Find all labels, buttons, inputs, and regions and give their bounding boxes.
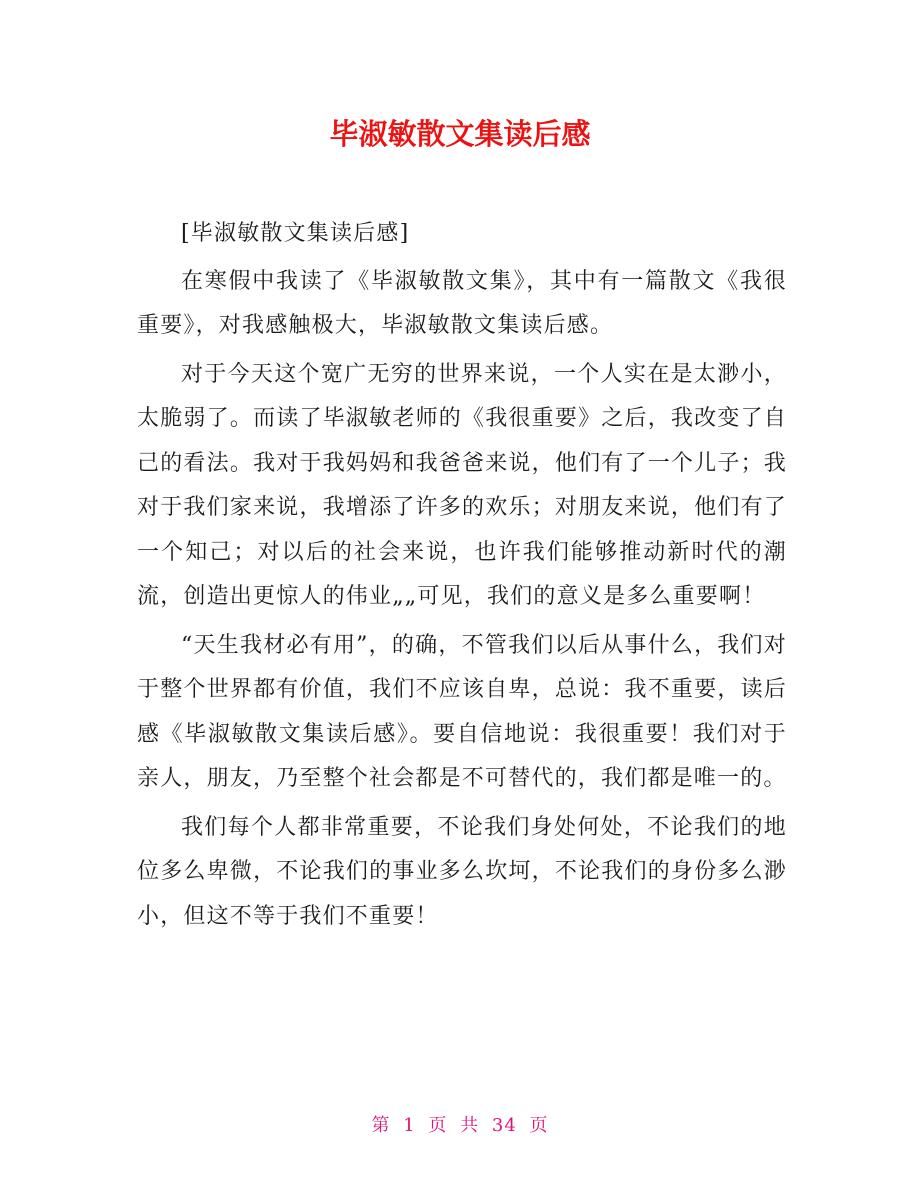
document-title: 毕淑敏散文集读后感 xyxy=(329,117,591,151)
paragraph-3: “天生我材必有用”，的确，不管我们以后从事什么，我们对于整个世界都有价值，我们不应该自卑，总说：我不重要，读后感《毕淑敏散文集读后感》。要自信地说：我很重要！我们对于亲人，朋友，乃至整个社会都是不可替代的，我们都是唯一的。 xyxy=(137,632,787,791)
footer-total-word: 共 xyxy=(460,1115,480,1136)
paragraph-1: 在寒假中我读了《毕淑敏散文集》，其中有一篇散文《我很重要》，对我感触极大，毕淑敏散文集读后感。 xyxy=(137,268,787,338)
footer-page-number: 1 xyxy=(403,1115,416,1136)
paragraph-heading-bracket: [毕淑敏散文集读后感] xyxy=(181,221,410,246)
footer-prefix: 第 xyxy=(371,1115,391,1136)
paragraph-2: 对于今天这个宽广无穷的世界来说，一个人实在是太渺小，太脆弱了。而读了毕淑敏老师的《我很重要》之后，我改变了自己的看法。我对于我妈妈和我爸爸来说，他们有了一个儿子；我对于我们家来说，我增添了许多的欢乐；对朋友来说，他们有了一个知己；对以后的社会来说，也许我们能够推动新时代的潮流，创造出更惊人的伟业„„可见，我们的意义是多么重要啊！ xyxy=(137,361,787,609)
paragraph-4: 我们每个人都非常重要，不论我们身处何处，不论我们的地位多么卑微，不论我们的事业多么坎坷，不论我们的身份多么渺小，但这不等于我们不重要！ xyxy=(137,814,787,929)
footer-suffix: 页 xyxy=(529,1115,549,1136)
footer-page-word: 页 xyxy=(428,1115,448,1136)
document-body xyxy=(137,212,787,942)
page-footer xyxy=(0,1114,920,1138)
footer-total-pages: 34 xyxy=(491,1115,517,1136)
